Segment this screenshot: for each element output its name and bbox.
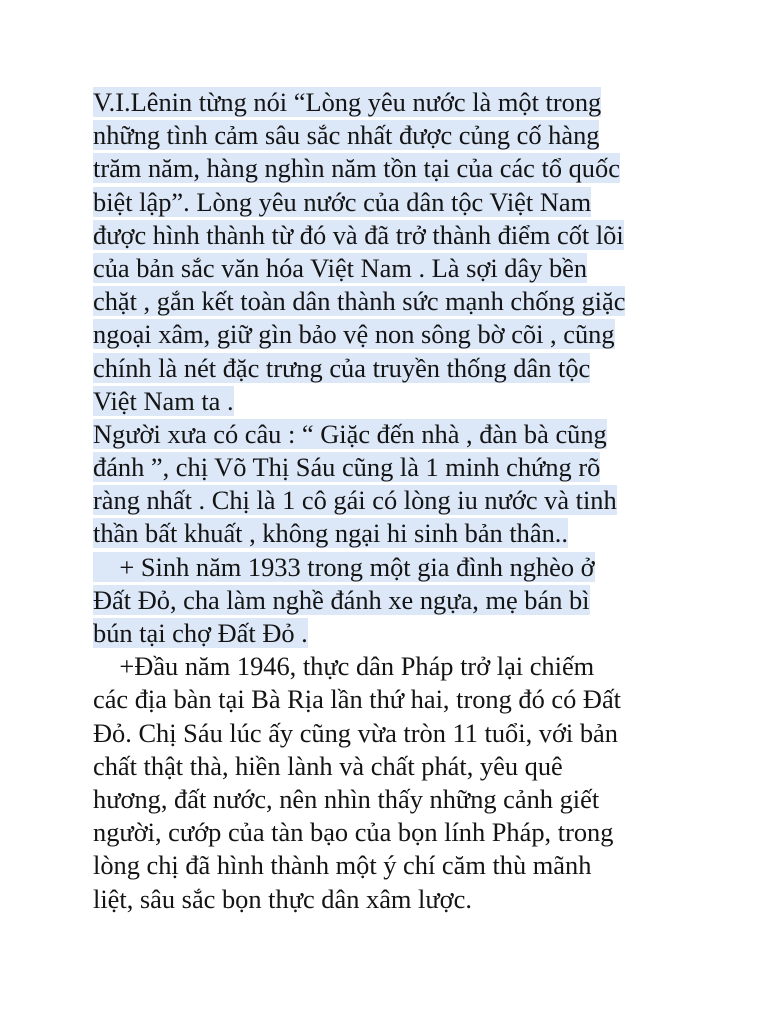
highlighted-text: bún tại chợ Đất Đỏ .: [93, 618, 308, 648]
document-body: [93, 86, 693, 916]
highlighted-text: Người xưa có câu : “ Giặc đến nhà , đàn bà cũng: [93, 418, 607, 449]
text-line: [93, 418, 693, 451]
body-text: các địa bàn tại Bà Rịa lần thứ hai, trong đó có Đất: [93, 684, 622, 715]
text-line: [93, 484, 693, 517]
text-line: [93, 849, 693, 882]
text-line: [93, 816, 693, 849]
highlighted-text: ràng nhất . Chị là 1 cô gái có lòng iu nước và tinh: [93, 485, 617, 516]
text-line: [93, 683, 693, 716]
highlighted-text: V.I.Lênin từng nói “Lòng yêu nước là một trong: [93, 87, 602, 117]
text-line: [93, 783, 693, 816]
text-line: [93, 750, 693, 783]
text-line: [93, 617, 693, 650]
text-line: [93, 517, 693, 550]
text-line: [93, 219, 693, 252]
highlighted-text: chính là nét đặc trưng của truyền thống dân tộc: [93, 352, 591, 383]
text-line: [93, 385, 693, 418]
highlighted-text: thần bất khuất , không ngại hi sinh bản thân..: [93, 518, 568, 549]
text-line: [93, 883, 693, 916]
text-line: [93, 352, 693, 385]
text-line: [93, 717, 693, 750]
body-text: chất thật thà, hiền lành và chất phát, yêu quê: [93, 750, 563, 781]
text-line: [93, 152, 693, 185]
highlighted-text: chặt , gắn kết toàn dân thành sức mạnh chống giặc: [93, 286, 626, 317]
text-line: [93, 252, 693, 285]
text-line: [93, 551, 693, 584]
body-text: +Đầu năm 1946, thực dân Pháp trở lại chiếm: [93, 651, 595, 682]
body-text: hương, đất nước, nên nhìn thấy những cảnh giết: [93, 783, 600, 814]
text-line: [93, 451, 693, 484]
highlighted-text: được hình thành từ đó và đã trở thành điểm cốt lõi: [93, 219, 624, 250]
highlighted-text: những tình cảm sâu sắc nhất được củng cố hàng: [93, 120, 600, 151]
highlighted-text: biệt lập”. Lòng yêu nước của dân tộc Việt Nam: [93, 186, 592, 217]
highlighted-text: của bản sắc văn hóa Việt Nam . Là sợi dây bền: [93, 252, 588, 283]
highlighted-text: đánh ”, chị Võ Thị Sáu cũng là 1 minh chứng rõ: [93, 452, 601, 483]
highlighted-text: ngoại xâm, giữ gìn bảo vệ non sông bờ cõi , cũng: [93, 319, 615, 350]
highlighted-text: Việt Nam ta .: [93, 385, 234, 416]
highlighted-text: trăm năm, hàng nghìn năm tồn tại của các tổ quốc: [93, 153, 620, 184]
text-line: [93, 119, 693, 152]
text-line: [93, 285, 693, 318]
highlighted-text: + Sinh năm 1933 trong một gia đình nghèo ở: [93, 551, 595, 582]
body-text: Đỏ. Chị Sáu lúc ấy cũng vừa tròn 11 tuổi, với bản: [93, 717, 618, 748]
highlighted-text: Đất Đỏ, cha làm nghề đánh xe ngựa, mẹ bán bì: [93, 584, 590, 615]
body-text: liệt, sâu sắc bọn thực dân xâm lược.: [93, 883, 472, 914]
text-line: [93, 584, 693, 617]
text-line: [93, 86, 693, 119]
body-text: người, cướp của tàn bạo của bọn lính Pháp, trong: [93, 817, 614, 848]
text-line: [93, 318, 693, 351]
text-line: [93, 650, 693, 683]
text-line: [93, 186, 693, 219]
body-text: lòng chị đã hình thành một ý chí căm thù mãnh: [93, 850, 592, 881]
